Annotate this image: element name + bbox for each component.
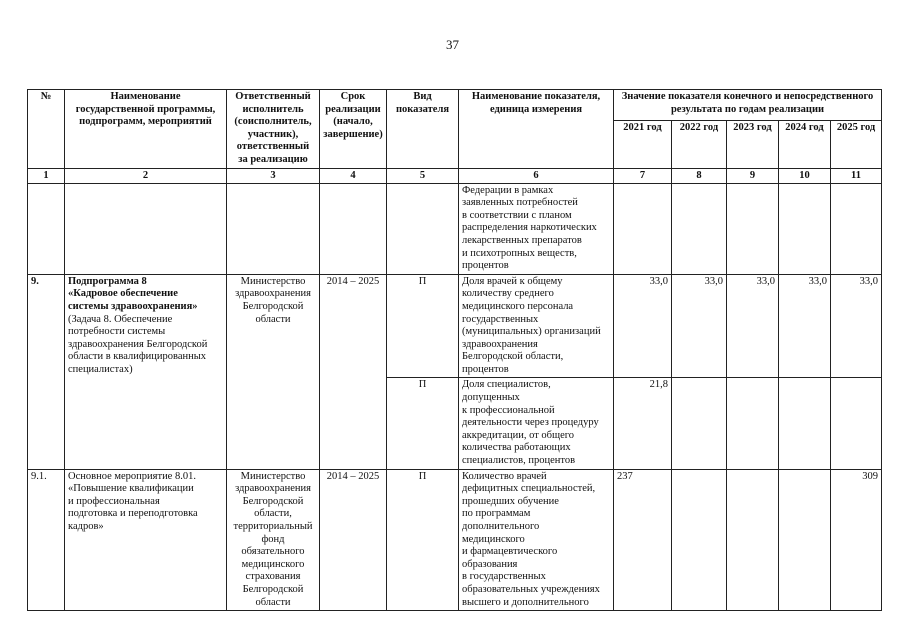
cell-program: [65, 274, 227, 469]
column-number: 6: [459, 168, 614, 183]
cell-value-2025: 33,0: [831, 274, 882, 378]
header-program: Наименование государственной программы, подпрограмм, мероприятий: [65, 90, 227, 169]
cell-value-2023: 33,0: [727, 274, 779, 378]
cell-value-2025: 309: [831, 469, 882, 611]
page-number: 37: [446, 37, 459, 52]
cell-value-2024: [779, 378, 831, 469]
cell-value-2024: 33,0: [779, 274, 831, 378]
cell-no: [28, 183, 65, 274]
cell-term: [320, 183, 387, 274]
cell-value-2023: [727, 183, 779, 274]
cell-value-2022: [672, 378, 727, 469]
column-number: 3: [227, 168, 320, 183]
column-number: 1: [28, 168, 65, 183]
cell-executor: Министерство здравоохранения Белгородской области, территориальный фонд обязательного медицинского страхования Белгородской области: [227, 469, 320, 611]
column-number: 4: [320, 168, 387, 183]
cell-value-2025: [831, 378, 882, 469]
header-kind: Вид показателя: [387, 90, 459, 169]
cell-indicator: Количество врачей дефицитных специальностей, прошедших обучение по программам дополнительного медицинского и фармацевтического образования в государственных образовательных учреждениях высшего и дополнительного: [459, 469, 614, 611]
cell-kind: [387, 183, 459, 274]
subprogram-title: Подпрограмма 8 «Кадровое обеспечение системы здравоохранения»: [68, 275, 198, 312]
cell-value-2021: 33,0: [614, 274, 672, 378]
header-year-2025: 2025 год: [831, 121, 882, 168]
column-number-row: [28, 168, 882, 183]
cell-executor: [227, 183, 320, 274]
header-values-group: Значение показателя конечного и непосредственного результата по годам реализации: [614, 90, 882, 121]
cell-indicator: Федерации в рамках заявленных потребностей в соответствии с планом распределения наркотических лекарственных препаратов и психотропных веществ, процентов: [459, 183, 614, 274]
cell-kind: П: [387, 469, 459, 611]
cell-value-2022: 33,0: [672, 274, 727, 378]
header-term: Срок реализации (начало, завершение): [320, 90, 387, 169]
cell-program: Основное мероприятие 8.01. «Повышение квалификации и профессиональная подготовка и переподготовка кадров»: [65, 469, 227, 611]
header-year-2021: 2021 год: [614, 121, 672, 168]
column-number: 7: [614, 168, 672, 183]
cell-value-2025: [831, 183, 882, 274]
column-number: 5: [387, 168, 459, 183]
column-number: 2: [65, 168, 227, 183]
column-number: 11: [831, 168, 882, 183]
cell-indicator: Доля специалистов, допущенных к профессиональной деятельности через процедуру аккредитации, от общего количества работающих специалистов, процентов: [459, 378, 614, 469]
cell-value-2023: [727, 378, 779, 469]
program-indicators-table: [27, 89, 882, 611]
table-row: [28, 469, 882, 611]
column-number: 8: [672, 168, 727, 183]
column-number: 10: [779, 168, 831, 183]
column-number: 9: [727, 168, 779, 183]
header-year-2024: 2024 год: [779, 121, 831, 168]
table-row: [28, 274, 882, 378]
cell-value-2024: [779, 469, 831, 611]
cell-no: 9.: [28, 274, 65, 469]
cell-term: 2014 – 2025: [320, 274, 387, 469]
subprogram-note: (Задача 8. Обеспечение потребности системы здравоохранения Белгородской области в квалифицированных специалистах): [68, 313, 208, 375]
header-indicator: Наименование показателя, единица измерения: [459, 90, 614, 169]
cell-value-2022: [672, 183, 727, 274]
cell-value-2021: [614, 183, 672, 274]
cell-value-2021: 21,8: [614, 378, 672, 469]
cell-value-2022: [672, 469, 727, 611]
table-row: [28, 183, 882, 274]
header-year-2023: 2023 год: [727, 121, 779, 168]
cell-program: [65, 183, 227, 274]
cell-kind: П: [387, 274, 459, 378]
header-year-2022: 2022 год: [672, 121, 727, 168]
cell-term: 2014 – 2025: [320, 469, 387, 611]
cell-executor: Министерство здравоохранения Белгородской области: [227, 274, 320, 469]
header-row: [28, 90, 882, 121]
cell-value-2021: 237: [614, 469, 672, 611]
cell-value-2024: [779, 183, 831, 274]
header-no: №: [28, 90, 65, 169]
cell-no: 9.1.: [28, 469, 65, 611]
header-executor: Ответственный исполнитель (соисполнитель, участник), ответственный за реализацию: [227, 90, 320, 169]
cell-indicator: Доля врачей к общему количеству среднего медицинского персонала государственных (муниципальных) организаций здравоохранения Белгородской области, процентов: [459, 274, 614, 378]
cell-kind: П: [387, 378, 459, 469]
cell-value-2023: [727, 469, 779, 611]
